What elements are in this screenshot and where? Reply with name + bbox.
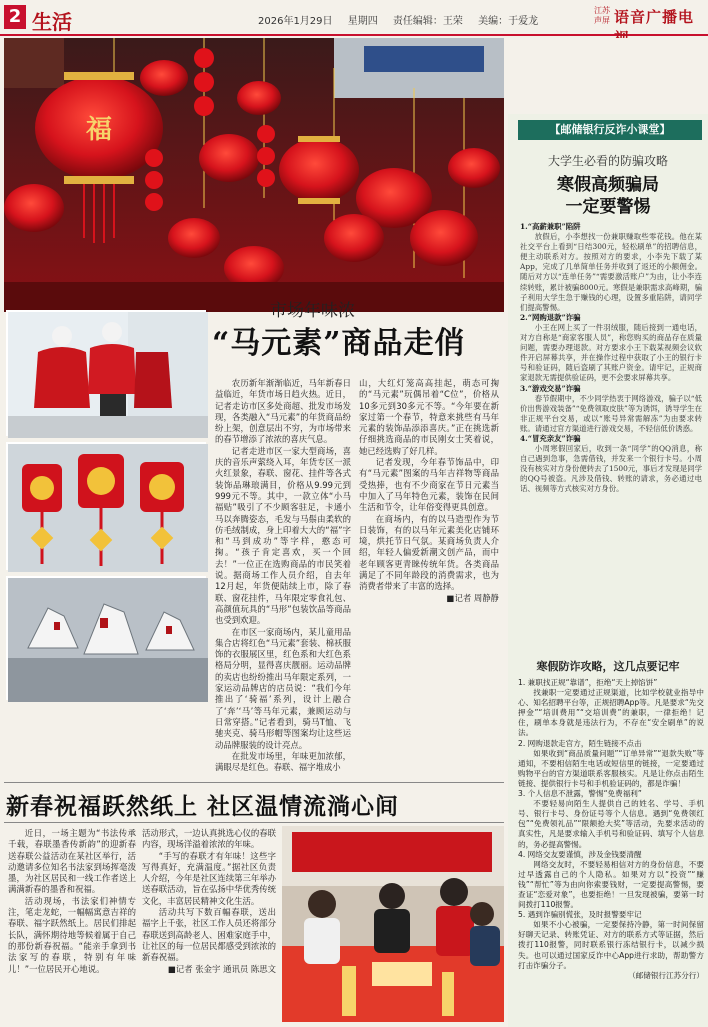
tip-text: 如果收到“商品质量问题”“订单异常”“退款失败”等通知，不要相信陌生电话或短信里的链接，一定要通过购物平台的官方渠道联系客服核实。凡是让你点击陌生链接、提供银行卡号和手机验证码的，都是诈骗！ <box>518 748 704 788</box>
brand-region: 江苏 声屏 <box>594 6 610 25</box>
section-divider <box>4 782 504 783</box>
market-column-2 <box>359 378 499 738</box>
paragraph: 在商场内，有的以马造型作为节日装饰，有的以马年元素美化店铺环境，烘托节日气氛。某商场负责人介绍，年轻人偏爱新潮文创产品，而中老年顾客更青睐传统年货。各类商品满足了不同年龄段的消费需求，也为消费者带来了丰富的选择。 <box>359 513 499 592</box>
case-heading: 1.“高薪兼职”陷阱 <box>520 222 581 231</box>
calligraphy-event-photo <box>282 826 504 1022</box>
issue-meta <box>258 12 550 27</box>
page-number: 2 <box>4 5 26 29</box>
market-subtitle: 市场年味浓 <box>270 301 355 321</box>
svg-text:福: 福 <box>85 115 113 145</box>
title-underline <box>4 822 504 823</box>
paragraph: “手写的春联才有年味！这些字写得真好，充满温度。”据社区负责人介绍，今年是社区连续第三年举办送春联活动，旨在弘扬中华优秀传统文化，丰富居民精神文化生活。 <box>142 850 276 906</box>
issue-weekday: 星期四 <box>347 16 378 27</box>
tip-text: 找兼职一定要通过正规渠道，比如学校就业指导中心、知名招聘平台等，正规招聘App等。凡是要求“先交押金”“培训费用”“交培训费”的兼职，一律拒绝！记住，刷单本身就是违法行为，不存在“安全刷单”的说法。 <box>518 688 704 738</box>
anti-fraud-sidebar <box>508 38 708 1027</box>
sidebar-title-line-1: 寒假高频骗局 <box>557 175 659 195</box>
issue-date: 2026年1月29日 <box>258 16 333 27</box>
market-title: “马元素”商品走俏 <box>212 326 466 361</box>
hero-drawing <box>4 38 504 312</box>
paragraph: 活动共写下数百幅春联，送出福字上千张，社区工作人员还将部分春联送到高龄老人、困难家庭手中，让社区的每一位居民都感受到浓浓的新春祝福。 <box>142 907 276 963</box>
case-heading: 3.“游戏交易”诈骗 <box>520 383 581 393</box>
paragraph: 活动形式，一边认真挑选心仪的春联内容，现场洋溢着浓浓的年味。 <box>142 828 276 850</box>
paragraph: 记者走进市区一家大型商场，喜庆的音乐声萦绕入耳，年货专区一派火红景象，春联、窗花、挂件等各式装饰品琳琅满目，价格从9.99元到999元不等。其中，一款立体“小马福贴”吸引了不少顾客驻足，卡通小马以奔腾姿态，毛发与马鬃由柔软的仿毛绒制成，身上印着大大的“福”字和“马到成功”等字样，憨态可掬。“孩子肯定喜欢，买一个回去！”一位正在选购商品的市民笑着说。据商场工作人员介绍，自去年12月起，年货便陆续上市，除了春联、窗花挂件，马年限定零食礼包、高颜值玩具的“马形”包装饮品等商品也受到欢迎。 <box>215 445 351 626</box>
market-byline: ■记者 周静静 <box>446 592 499 603</box>
horse-paper-figure-photo <box>6 576 206 700</box>
case-text: 小王在网上买了一件羽绒服，随后接到一通电话，对方自称是“商家客服人员”，称您购买的商品存在质量问题，需要办理退款。对方要求小王下载某视频会议软件开启屏幕共享，并在操作过程中获取了小王的银行卡号和验证码，随后盗刷了其账户资金。请牢记，正规商家退款无需提供验证码，更不会要求屏幕共享。 <box>520 322 702 383</box>
inset-photo-column <box>6 304 206 704</box>
paragraph: 农历新年渐渐临近，马年新春日益临近，年货市场日趋火热。近日，记者走访市区多处商超、批发市场发现，各类融入“马元素”的年货商品纷纷上架，创意层出不穷，为市场带来的春节增添了浓浓的喜庆气息。 <box>215 378 351 445</box>
tip-text: 网络交友时，不要轻易相信对方的身份信息，不要过早透露自己的个人隐私。如果对方以“投资”“赚钱”“帮忙”等为由向你索要钱财，一定要提高警惕，要查证“恋爱对象”，也要拒绝！一旦发现被骗，要第一时间拨打110报警。 <box>518 859 704 910</box>
community-title: 新春祝福跃然纸上 社区温情流淌心间 <box>6 793 400 820</box>
sidebar-subtitle: 大学生必看的防骗攻略 <box>547 154 668 168</box>
paragraph: 记者发现，今年春节饰品中，印有“马元素”图案的马年吉祥物等商品受热捧，也有不少商家在节日元素当中加入了马年特色元素，装饰在民间生活和节令，让年俗变得更具创意。 <box>359 457 499 513</box>
scam-cases <box>520 222 702 654</box>
paragraph: 山，大红灯笼高高挂起，萌态可掬的“马元素”玩偶吊着“C位”，价格从10多元到30多元不等。“今年要在新家过第一个春节，特意来挑些有马年元素的装饰品添添喜庆。”正在挑选新仔细挑选商品的市民刚女士笑着说，她已经选购了好几样。 <box>359 378 499 456</box>
page-header <box>0 0 708 36</box>
tip-heading: 5. 遇到诈骗别慌张，及时报警要牢记 <box>518 910 642 920</box>
case-text: 小周寒假回家后，收到一条“同学”的QQ消息，称自己遇到急事，急需借钱，并发来一个银行卡号。小周没有核实对方身份便转去了1500元，事后才发现是同学的QQ号被盗。凡涉及借钱、转账的请求，务必通过电话、视频等方式核实对方身份。 <box>520 444 702 494</box>
red-lantern-market-photo <box>4 38 504 312</box>
paragraph: 在批发市场里，年味更加浓郁，满眼尽是红色。春联、福字堆成小 <box>215 750 351 773</box>
paragraph: 活动现场，书法家们神情专注，笔走龙蛇，一幅幅寓意吉祥的春联、福字跃然纸上。居民们排起长队，满怀期待地等候着属于自己的那份新春祝福。“能亲手拿到书法家写的春联，特别有年味儿！”一位居民开心地说。 <box>8 895 136 974</box>
community-column-1 <box>8 828 136 1023</box>
case-heading: 4.“冒充亲友”诈骗 <box>520 433 581 443</box>
newspaper-brand: 语音广播电 <box>614 8 695 26</box>
tip-heading: 4. 网络交友要谨慎，涉及金钱要清醒 <box>518 849 642 859</box>
community-byline: ■记者 张金宇 通讯员 陈思文 <box>167 963 276 974</box>
paragraph: 近日，一场主题为“书法传承千载，春联墨香传新韵”的迎新春送春联公益活动在某社区举行，活动邀请多位知名书法家到场挥毫泼墨，为社区居民和一线工作者送上满满新春的墨香和祝福。 <box>8 828 136 895</box>
case-text: 春节假期中，不少同学热衷于网络游戏，骗子以“低价出售游戏装备”“免费领取皮肤”等为诱饵，诱导学生在非正规平台交易，或以“账号异常需解冻”为由要求转账。请通过官方渠道进行游戏交易，不轻信低价诱惑。 <box>520 393 702 433</box>
case-text: 放假后，小李想找一份兼职赚取些零花钱。他在某社交平台上看到“日结300元，轻松刷单”的招聘信息，便主动联系对方。按照对方的要求，小李先下载了某App，完成了几单简单任务并收到了返还的小额佣金。随后对方以“连单任务”“需要激活账户”为由，让小李连续转账，累计被骗8000元。寒假是兼职需求高峰期，骗子利用大学生急于赚钱的心理，设置多重陷阱，请同学们提高警惕。 <box>520 232 702 312</box>
issue-editor: 责任编辑：王荣 <box>392 16 463 27</box>
tip-text: 如果不小心被骗，一定要保持冷静，第一时间保留好聊天记录、转账凭证、对方的联系方式等证据，然后拨打110报警，同时联系银行冻结银行卡，以减少损失。也可以通过国家反诈中心App进行求助，帮助警方打击诈骗分子。 <box>518 920 704 970</box>
tip-heading: 3. 个人信息不泄露，警惕“免费福利” <box>518 789 642 799</box>
paragraph: 在市区一家商场内，某儿童用品集合店将红色“马元素”套装、棉袄服饰的衣服展区里，红色系和大红色系格局分明，显得喜庆靓丽。运动品牌的卖店也纷纷推出马年限定系列，一家运动品牌店的店员说：“我们今年推出了‘骑福’系列，设计上融合了‘奔’‘马’等马年元素，兼顾运动与日常穿搭。”记者看到，骑马T恤、飞驰夹克、骑马形帽等图案均让这些运动品牌服装的设计亮点。 <box>215 626 351 750</box>
sidebar-top-band <box>508 38 708 114</box>
section-name: 生活 <box>32 10 72 34</box>
anti-fraud-tips <box>518 678 704 1020</box>
sidebar-credit: （邮储银行江苏分行） <box>628 970 704 980</box>
tips-heading: 寒假防诈攻略，这几点要记牢 <box>536 660 680 673</box>
tip-text: 不要轻易向陌生人提供自己的姓名、学号、手机号、银行卡号、身份证号等个人信息。遇到“免费领红包”“免费领礼品”“限额抢大奖”等活动，先要求活动的真实性，凡是要求输入手机号和验证码、填写个人信息的，务必提高警惕。 <box>518 799 704 849</box>
community-column-2 <box>142 828 276 1023</box>
sidebar-tag: 【邮储银行反诈小课堂】 <box>518 120 702 140</box>
tip-heading: 2. 网购退款走官方，陌生链接不点击 <box>518 738 642 748</box>
market-column-1 <box>215 378 351 773</box>
case-heading: 2.“网购退款”诈骗 <box>520 312 581 322</box>
issue-designer: 美编：于爱龙 <box>478 16 539 27</box>
horse-ornament-photo <box>6 442 206 570</box>
sidebar-title-line-2: 一定要警惕 <box>565 197 651 217</box>
red-horse-outfit-photo <box>6 310 206 436</box>
tip-heading: 1. 兼职找正规“靠谱”，拒绝“天上掉馅饼” <box>518 678 658 687</box>
